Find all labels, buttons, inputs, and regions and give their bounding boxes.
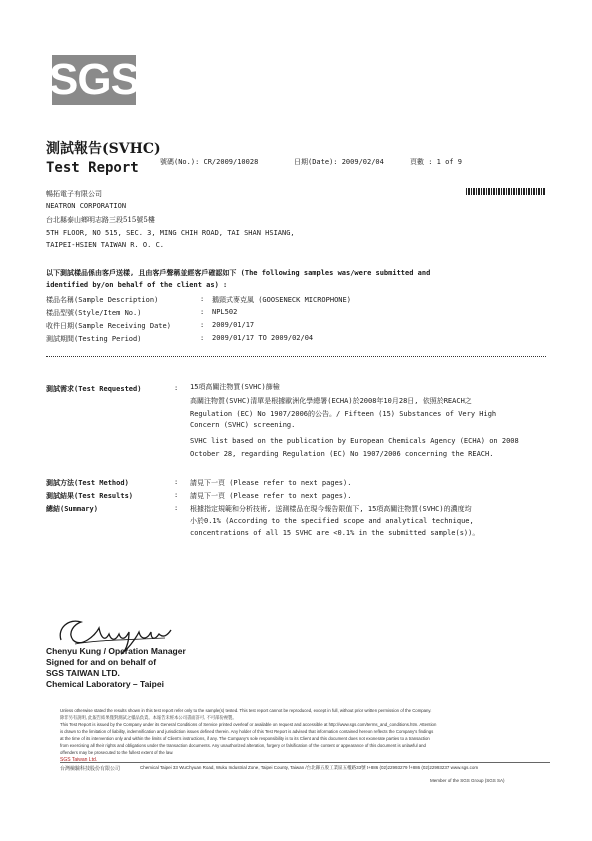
test-requested-line3: Regulation (EC) No 1907/2006的公告。/ Fifteen (15) Substances of Very High [190,410,497,418]
style-item-value: NPL502 [212,308,238,316]
sample-description-value: 鵝頸式麥克風 (GOOSENECK MICROPHONE) [212,296,351,304]
section-separator [46,356,546,357]
test-method-colon: : [174,478,179,486]
page-count: 頁數 : 1 of 9 [410,158,462,166]
disclaimer-line6: from exercising all their rights and obligations under the transaction documents. Any unauthorized alteration, forgery or falsification of the content or appearance of this document is unlawful and [60,743,426,748]
disclaimer-line2: 除非另有說明, 此報告結果僅對測試之樣品負責。本報告未經本公司書面許可, 不可部份複製。 [60,715,237,720]
test-method-label: 測試方法(Test Method) [46,479,129,487]
style-item-label: 樣品型號(Style/Item No.) [46,309,142,317]
test-requested-line1: 15項高關注物質(SVHC)篩檢 [190,383,280,391]
footer-rule [60,762,550,763]
test-results-label: 測試結果(Test Results) [46,492,134,500]
footer-company-chinese: 台灣檢驗科技股份有限公司 [60,766,121,772]
test-requested-label: 測試需求(Test Requested) [46,385,142,393]
test-requested-line4: Concern (SVHC) screening. [190,421,296,429]
test-requested-colon: : [174,384,179,392]
sample-description-label: 樣品名稱(Sample Description) [46,296,159,304]
test-requested-line6: October 28, regarding Regulation (EC) No 1907/2006 concerning the REACH. [190,450,494,458]
disclaimer-line4: is drawn to the limitation of liability, indemnification and jurisdiction issues defined therein. Any holder of this Test Report is advised that information contained hereon reflects the Company's findings [60,729,434,734]
footer-address: Chemical Taipei 33 WuChyuan Road, Wuku Industrial Zone, Taipei County, Taiwan /台北縣五股工業區五權路33號 t+886 (02)22993279 f+886 (02)22993237 www.sgs.com [140,765,479,770]
summary-line1: 根據指定規範和分析技術, 送測樣品在現今報告限值下, 15項高關注物質(SVHC)的濃度均 [190,505,472,513]
receiving-date-label: 收件日期(Sample Receiving Date) [46,322,171,330]
disclaimer-line1: Unless otherwise stated the results shown in this test report refer only to the sample(s) tested. This test report cannot be reproduced, except in full, without prior written permission of the Company. [60,708,432,713]
disclaimer-line3: This Test Report is issued by the Company under its General Conditions of Service printed overleaf or available on request and accessible at http://www.sgs.com/terms_and_conditions.htm. Attention [60,722,437,727]
sample-intro-line2: identified by/on behalf of the client as) : [46,281,228,289]
disclaimer-line7: offenders may be prosecuted to the fullest extent of the law. [60,750,174,755]
summary-line2: 小於0.1% (According to the specified scope and analytical technique, [190,517,474,525]
testing-period-colon: : [200,334,205,342]
footer-member: Member of the SGS Group (SGS SA) [430,778,505,783]
footer-company-english: SGS Taiwan Ltd. [60,757,98,763]
summary-colon: : [174,504,179,512]
signatory-company: SGS TAIWAN LTD. [46,668,120,678]
sample-description-colon: : [200,295,205,303]
client-name-english: NEATRON CORPORATION [46,202,127,210]
sample-intro-line1: 以下測試樣品係由客戶送樣, 且由客戶聲稱並經客戶確認如下 (The following samples was/were submitted and [46,269,431,277]
report-title-chinese: 測試報告(SVHC) [46,141,161,157]
receiving-date-colon: : [200,321,205,329]
signatory-name: Chenyu Kung / Operation Manager [46,646,186,656]
report-number: 號碼(No.): CR/2009/10028 [160,158,259,166]
summary-line3: concentrations of all 15 SVHC are <0.1% in the submitted sample(s))。 [190,529,480,537]
disclaimer-line5: at the time of its intervention only and within the limits of Client's instructions, if any. The Company's sole responsibility is to its Client and this document does not exonerate parties to a transaction [60,736,430,741]
summary-label: 總結(Summary) [46,505,98,513]
client-name-chinese: 暢拓電子有限公司 [46,190,102,198]
client-address-chinese: 台北縣泰山鄉明志路三段515號5樓 [46,216,155,224]
test-method-value: 請見下一頁 (Please refer to next pages). [190,479,352,487]
test-requested-line5: SVHC list based on the publication by European Chemicals Agency (ECHA) on 2008 [190,437,519,445]
signatory-lab: Chemical Laboratory – Taipei [46,679,164,689]
testing-period-value: 2009/01/17 TO 2009/02/04 [212,334,314,342]
sgs-logo: SGS [49,55,139,104]
report-title-english: Test Report [46,160,139,176]
test-results-colon: : [174,491,179,499]
signatory-line2: Signed for and on behalf of [46,657,157,667]
barcode [466,188,546,195]
report-date: 日期(Date): 2009/02/04 [294,158,384,166]
test-requested-line2: 高關注物質(SVHC)清單是根據歐洲化學總署(ECHA)於2008年10月28日, 依照於REACH之 [190,397,472,405]
client-address-english-line2: TAIPEI-HSIEN TAIWAN R. O. C. [46,241,165,249]
client-address-english-line1: 5TH FLOOR, NO 515, SEC. 3, MING CHIH ROAD, TAI SHAN HSIANG, [46,229,295,237]
test-results-value: 請見下一頁 (Please refer to next pages). [190,492,352,500]
style-item-colon: : [200,308,205,316]
receiving-date-value: 2009/01/17 [212,321,255,329]
testing-period-label: 測試期間(Testing Period) [46,335,142,343]
